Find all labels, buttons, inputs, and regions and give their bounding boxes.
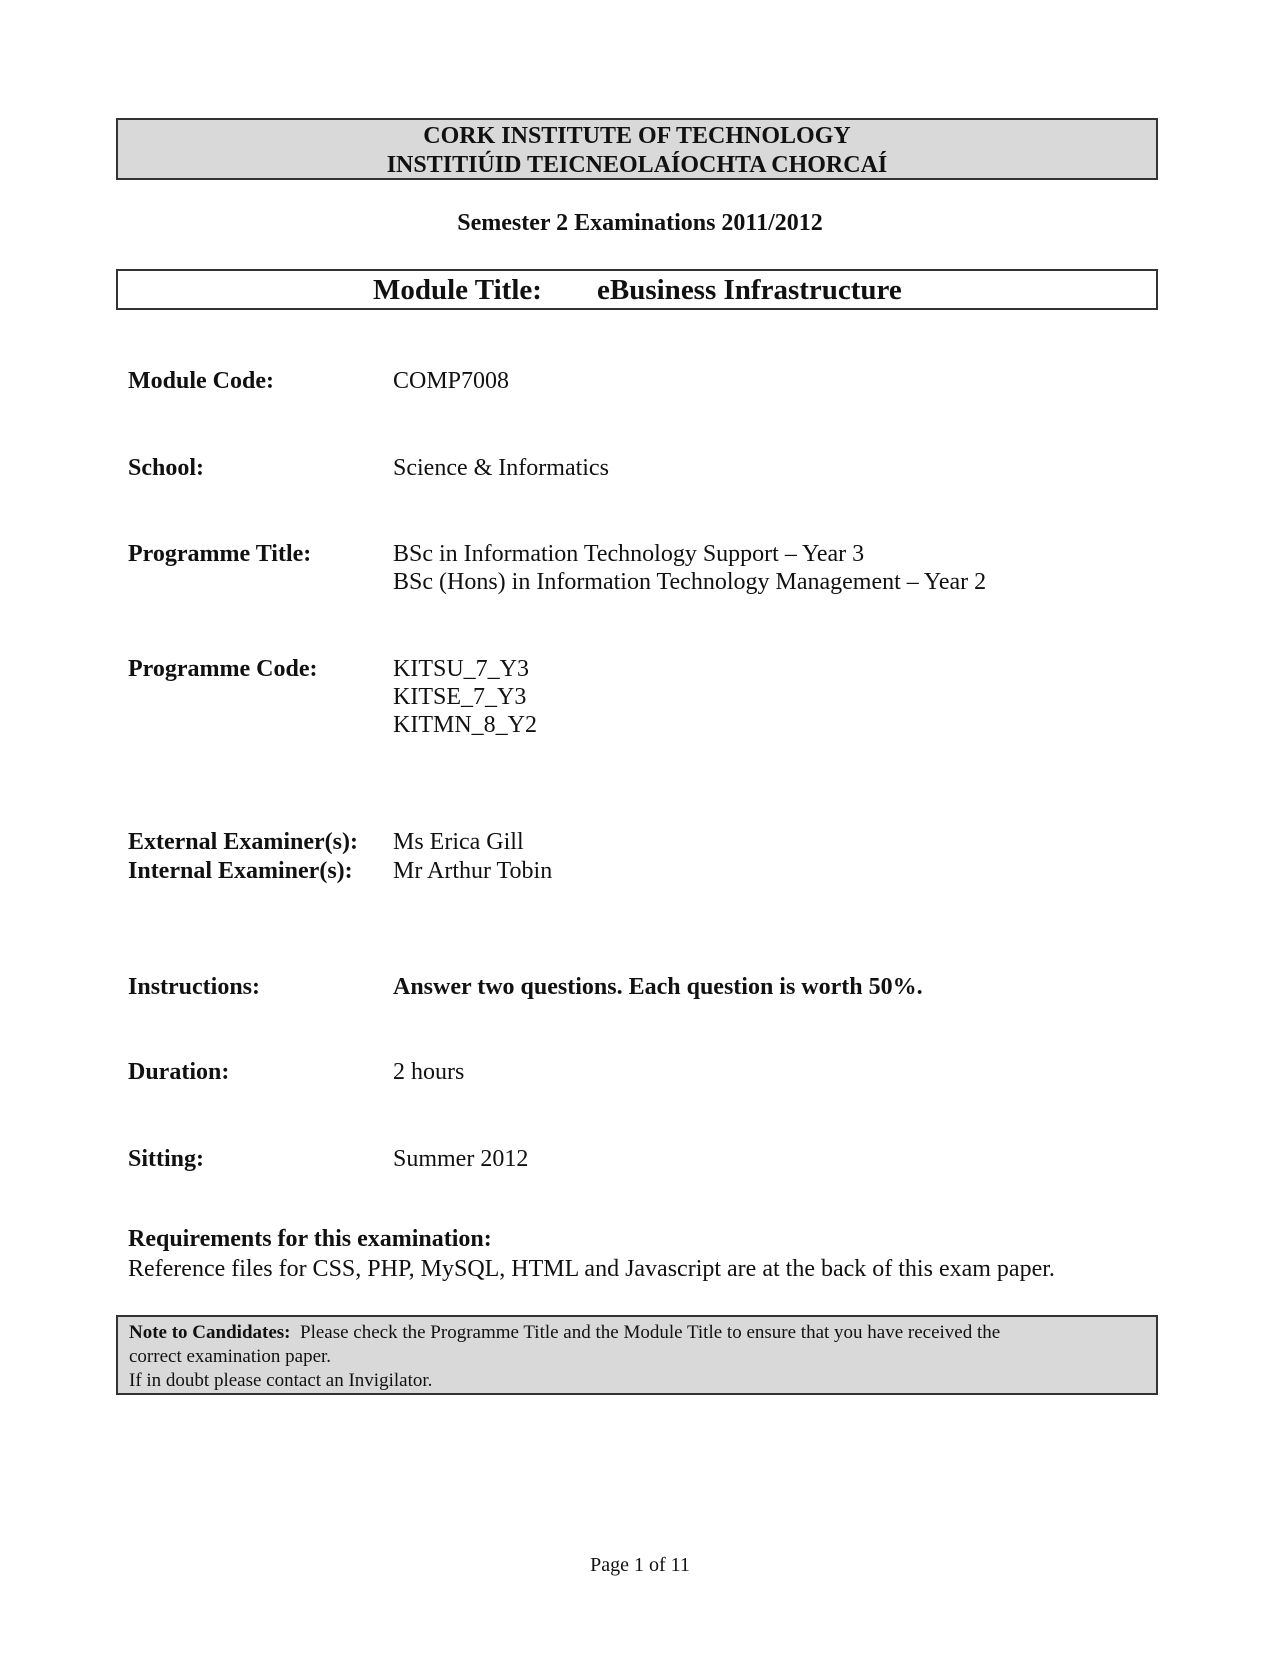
requirements-heading: Requirements for this examination:: [128, 1226, 492, 1252]
programme-title-values: [393, 540, 986, 596]
requirements-section: [128, 1224, 1055, 1284]
module-code-value: COMP7008: [393, 368, 510, 394]
duration-label: Duration:: [128, 1059, 230, 1085]
programme-code-line: KITSE_7_Y3: [393, 684, 527, 710]
note-label: Note to Candidates:: [129, 1322, 291, 1343]
programme-code-label: Programme Code:: [128, 656, 318, 682]
programme-code-line: KITMN_8_Y2: [393, 712, 537, 738]
programme-title-label: Programme Title:: [128, 541, 312, 567]
module-title-value: eBusiness Infrastructure: [597, 274, 902, 306]
sitting-value: Summer 2012: [393, 1146, 529, 1172]
internal-examiner-label: Internal Examiner(s):: [128, 858, 353, 884]
page-number: Page 1 of 11: [590, 1554, 690, 1576]
semester-heading: Semester 2 Examinations 2011/2012: [457, 210, 823, 236]
duration-value: 2 hours: [393, 1059, 465, 1085]
module-code-label: Module Code:: [128, 368, 274, 394]
note-text: Please check the Programme Title and the Module Title to ensure that you have received the: [300, 1322, 1001, 1343]
institution-name-english: CORK INSTITUTE OF TECHNOLOGY: [423, 123, 851, 149]
institution-name-irish: INSTITIÚID TEICNEOLAÍOCHTA CHORCAÍ: [386, 152, 888, 178]
programme-title-line: BSc (Hons) in Information Technology Management – Year 2: [393, 569, 987, 595]
external-examiner-value: Ms Erica Gill: [393, 829, 524, 855]
note-text-line2: correct examination paper.: [129, 1346, 332, 1367]
school-value: Science & Informatics: [393, 455, 609, 481]
instructions-value: Answer two questions. Each question is worth 50%.: [393, 974, 923, 1000]
institution-header: [116, 118, 1158, 180]
instructions-label: Instructions:: [128, 974, 261, 1000]
module-title-box: [116, 269, 1158, 310]
requirements-text: Reference files for CSS, PHP, MySQL, HTML and Javascript are at the back of this exam paper.: [128, 1256, 1055, 1282]
module-title-label: Module Title:: [373, 274, 542, 306]
note-text-line3: If in doubt please contact an Invigilator.: [129, 1370, 433, 1391]
programme-code-line: KITSU_7_Y3: [393, 656, 529, 682]
note-to-candidates-box: [116, 1315, 1158, 1395]
school-label: School:: [128, 455, 205, 481]
programme-code-values: [393, 655, 537, 739]
sitting-label: Sitting:: [128, 1146, 205, 1172]
programme-title-line: BSc in Information Technology Support – Year 3: [393, 541, 865, 567]
external-examiner-label: External Examiner(s):: [128, 829, 358, 855]
internal-examiner-value: Mr Arthur Tobin: [393, 858, 553, 884]
